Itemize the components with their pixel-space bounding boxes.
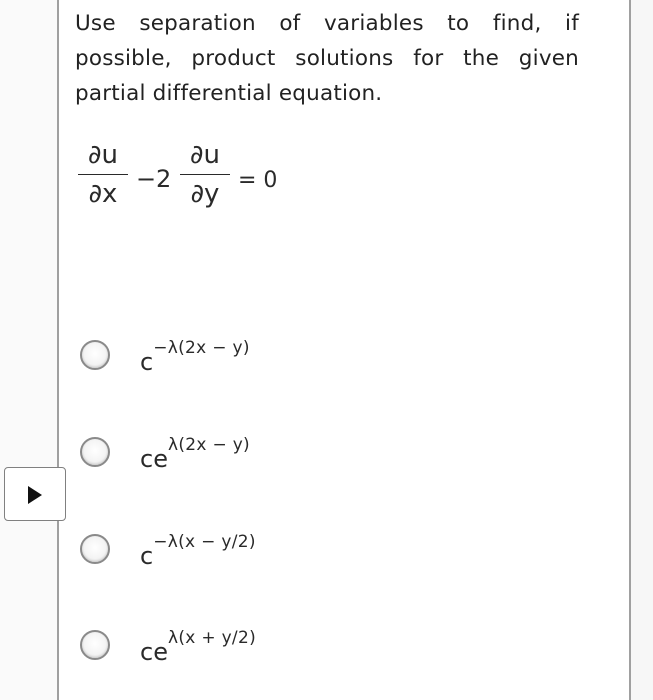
answer-exponent: λ(x + y/2) (167, 628, 257, 648)
fraction-numerator: ∂u (88, 140, 118, 170)
answer-option[interactable] (80, 524, 530, 574)
fraction-bar (78, 174, 128, 175)
answer-base: c (140, 542, 154, 570)
answer-expression (140, 628, 257, 666)
answer-option[interactable] (80, 330, 530, 380)
answer-base: ce (140, 638, 168, 666)
question-text: Use separation of variables to find, if possible, product solutions for the given partial differential equation. (75, 11, 579, 106)
answer-option[interactable] (80, 427, 530, 477)
fraction-numerator: ∂u (190, 140, 220, 170)
radio-button[interactable] (80, 340, 110, 370)
left-gutter (0, 0, 58, 700)
pde-equation (78, 140, 318, 230)
fraction-du-dy (180, 140, 230, 209)
answer-base: ce (140, 445, 168, 473)
answer-expression (140, 435, 250, 473)
radio-button[interactable] (80, 437, 110, 467)
answer-exponent: λ(2x − y) (167, 435, 250, 455)
answer-base: c (140, 348, 154, 376)
answer-option[interactable] (80, 620, 530, 670)
answer-exponent: −λ(x − y/2) (153, 532, 256, 552)
answer-expression (140, 338, 250, 376)
fraction-bar (180, 174, 230, 175)
play-triangle-icon (28, 486, 42, 504)
coefficient: 2 (156, 165, 172, 193)
equals-zero: = 0 (238, 168, 278, 193)
answer-exponent: −λ(2x − y) (153, 338, 250, 358)
answer-expression (140, 532, 256, 570)
minus-sign: − (136, 165, 157, 193)
radio-button[interactable] (80, 534, 110, 564)
radio-button[interactable] (80, 630, 110, 660)
fraction-denominator: ∂y (190, 179, 220, 209)
play-button[interactable] (4, 467, 66, 521)
fraction-du-dx (78, 140, 128, 209)
fraction-denominator: ∂x (88, 179, 118, 209)
right-gutter (631, 0, 653, 700)
